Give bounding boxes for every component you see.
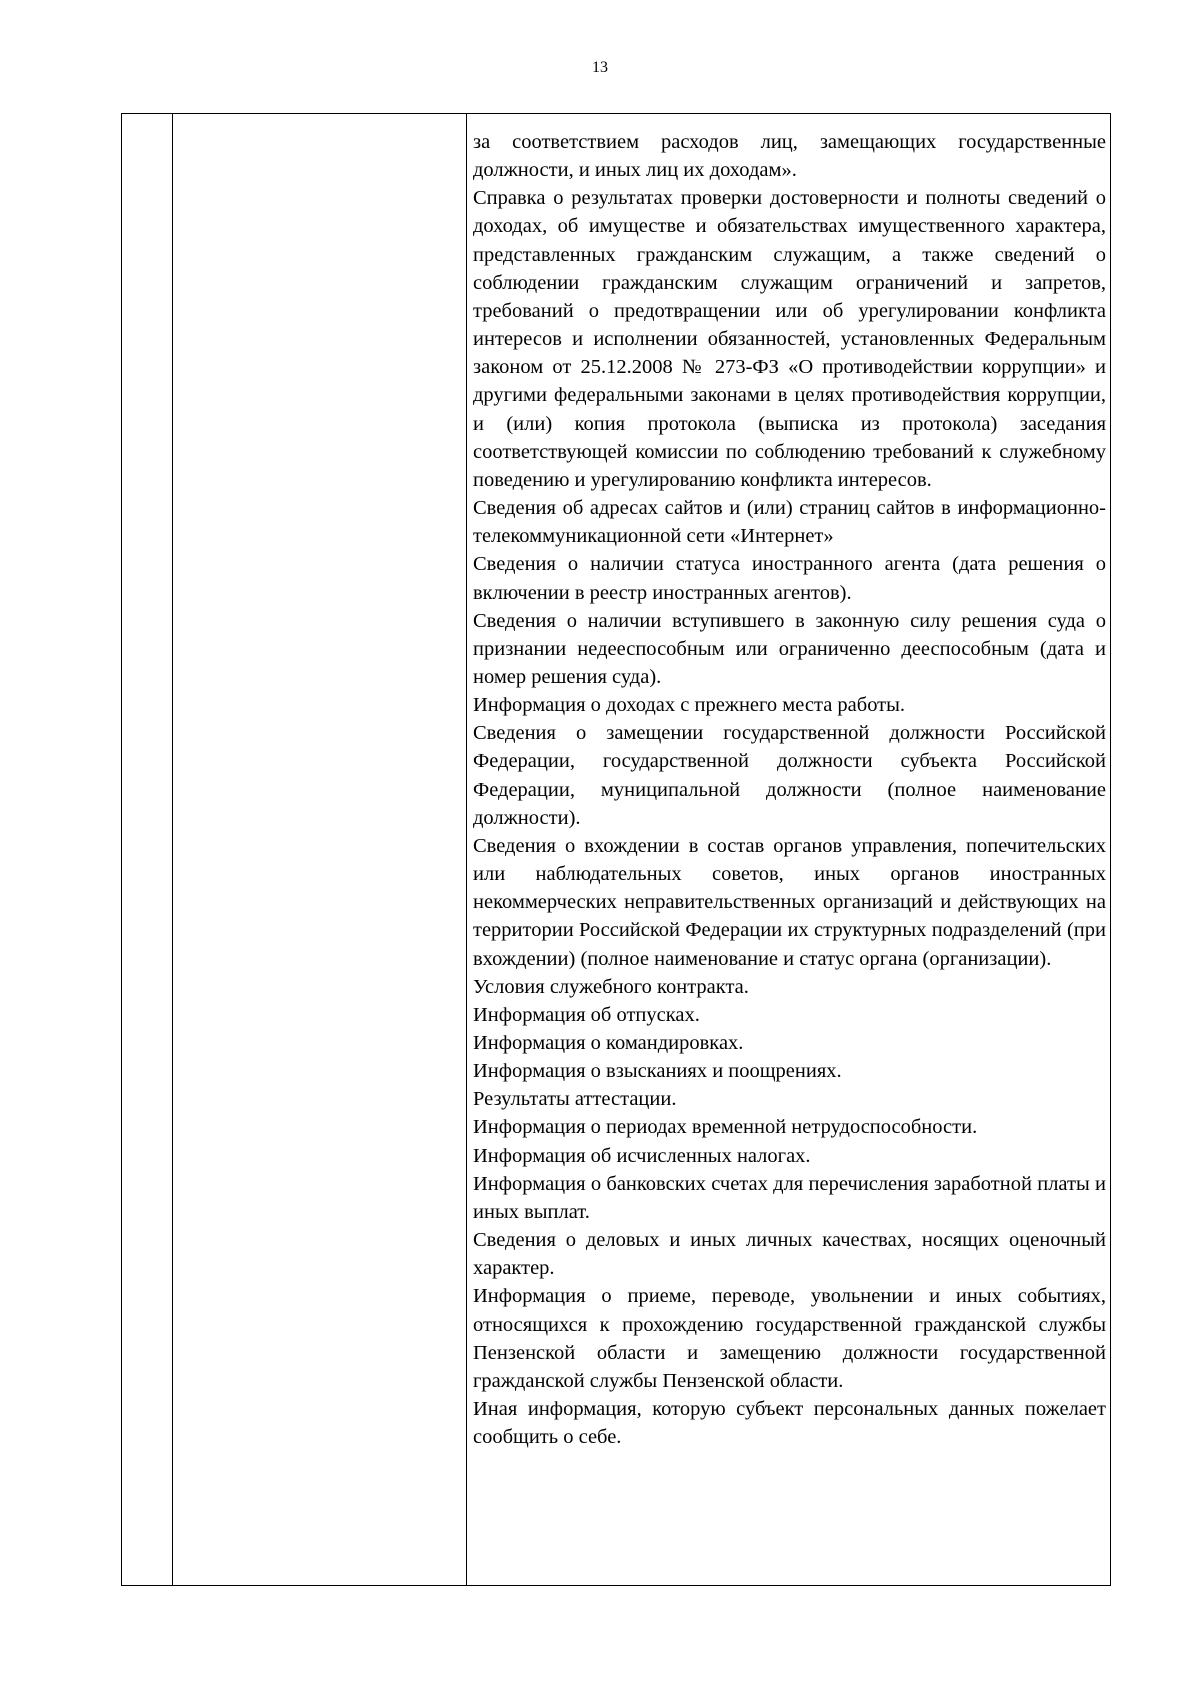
paragraph: Результаты аттестации. [473,1088,677,1111]
paragraph: Сведения об адресах сайтов и (или) страниц сайтов в информационно-телекоммуникационной сети «Интернет» [473,497,1106,548]
table-row [122,114,1111,1586]
paragraph: Информация о периодах временной нетрудоспособности. [473,1116,978,1139]
paragraph: Информация о банковских счетах для перечисления заработной платы и иных выплат. [473,1172,1106,1223]
paragraph: Условия служебного контракта. [473,975,749,998]
paragraph: Информация о приеме, переводе, увольнении и иных событиях, относящихся к прохождению государственной гражданской службы Пензенской области и замещению должности государственной гражданской службы Пензенской области. [473,1285,1106,1392]
paragraph: Информация о командировках. [473,1032,744,1054]
paragraph: Информация об отпусках. [473,1003,700,1026]
paragraph: Сведения о вхождении в состав органов управления, попечительских или наблюдательных советов, иных органов иностранных некоммерческих неправительственных организаций и действующих на территории Российской Федерации их структурных подразделений (при вхождении) (полное наименование и статус органа (организации). [473,834,1106,970]
paragraph: Сведения о деловых и иных личных качествах, носящих оценочный характер. [473,1229,1106,1280]
page-number: 13 [592,59,608,76]
paragraph: Информация о взысканиях и поощрениях. [473,1060,842,1083]
paragraph: Информация об исчисленных налогах. [473,1144,811,1167]
paragraph: Справка о результатах проверки достоверности и полноты сведений о доходах, об имуществе и обязательствах имущественного характера, представленных гражданским служащим, а также сведений о соблюдении гражданским служащим ограничений и запретов, требований о предотвращении или об урегулировании конфликта интересов и исполнении обязанностей, установленных Федеральным законом от 25.12.2008 № 273-ФЗ «О противодействии коррупции» и другими федеральными законами в целях противодействия коррупции, и (или) копия протокола (выписка из протокола) заседания соответствующей комиссии по соблюдению требований к служебному поведению и урегулированию конфликта интересов. [473,187,1106,491]
category-cell [173,114,467,1586]
paragraph: Иная информация, которую субъект персональных данных пожелает сообщить о себе. [473,1398,1106,1449]
paragraph: Сведения о замещении государственной должности Российской Федерации, государственной должности субъекта Российской Федерации, муниципальной должности (полное наименование должности). [473,722,1106,829]
document-table [121,113,1111,1586]
paragraph: Информация о доходах с прежнего места работы. [473,694,906,717]
content-cell [467,114,1111,1586]
paragraph: Сведения о наличии вступившего в законную силу решения суда о признании недееспособным или ограниченно дееспособным (дата и номер решения суда). [473,609,1106,688]
number-cell [122,114,173,1586]
paragraph: Сведения о наличии статуса иностранного агента (дата решения о включении в реестр иностранных агентов). [473,553,1106,604]
paragraph: за соответствием расходов лиц, замещающих государственные должности, и иных лиц их доходам». [473,131,1106,182]
